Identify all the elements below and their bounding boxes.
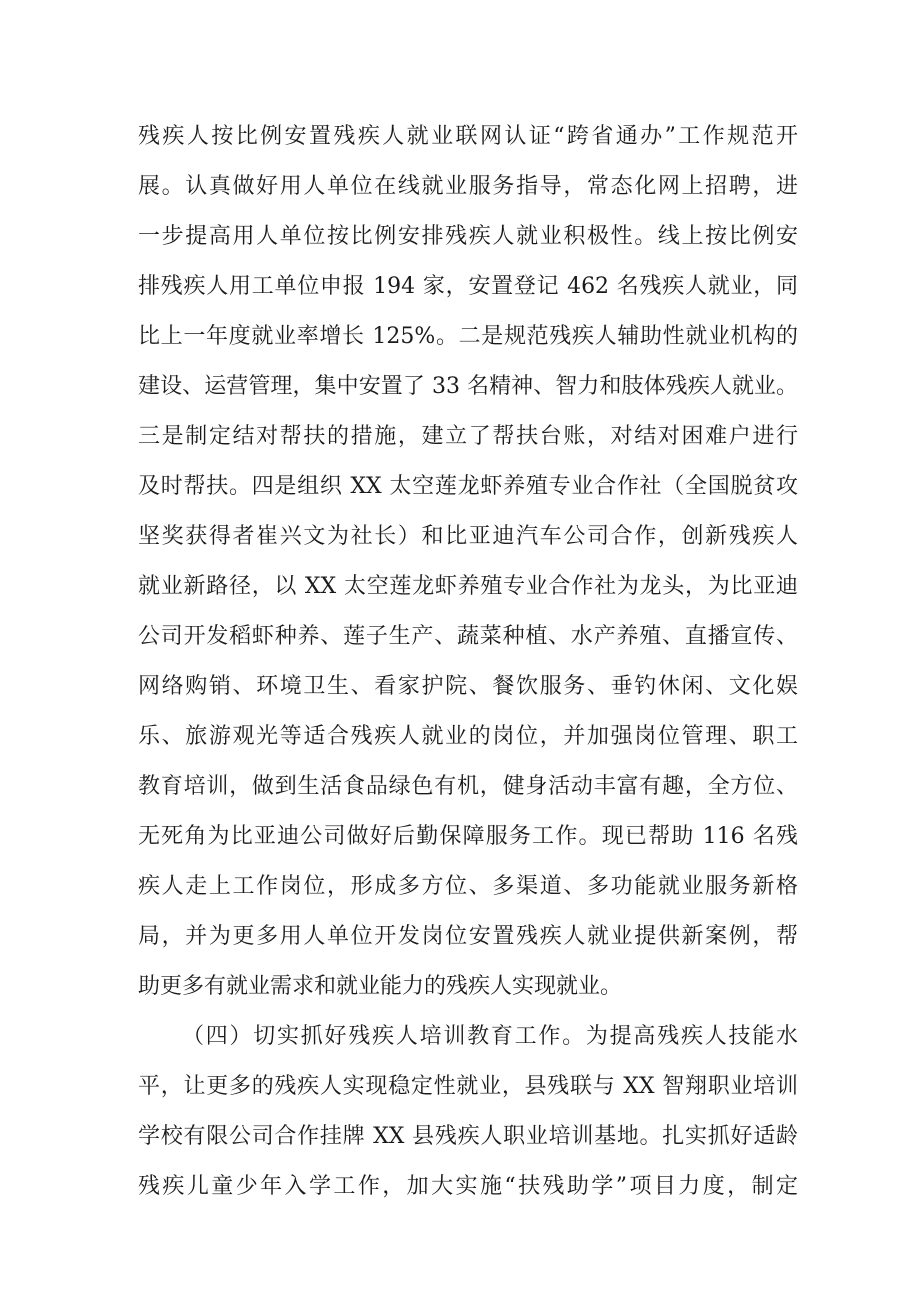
text-line: 建设、运营管理，集中安置了 33 名精神、智力和肢体残疾人就业。 bbox=[138, 374, 798, 399]
text-line: 排残疾人用工单位申报 194 家，安置登记 462 名残疾人就业，同 bbox=[138, 274, 798, 299]
text-line: 三是制定结对帮扶的措施，建立了帮扶台账，对结对困难户进行 bbox=[138, 424, 798, 449]
text-line: 展。认真做好用人单位在线就业服务指导，常态化网上招聘，进 bbox=[138, 174, 798, 199]
text-line: 平，让更多的残疾人实现稳定性就业，县残联与 XX 智翔职业培训 bbox=[138, 1074, 798, 1099]
text-line: 教育培训，做到生活食品绿色有机，健身活动丰富有趣，全方位、 bbox=[138, 774, 798, 799]
section-heading-line: （四）切实抓好残疾人培训教育工作。为提高残疾人技能水 bbox=[182, 1024, 798, 1049]
text-line: 疾人走上工作岗位，形成多方位、多渠道、多功能就业服务新格 bbox=[138, 874, 798, 899]
body-text bbox=[138, 112, 798, 1212]
text-line: 残疾儿童少年入学工作，加大实施“扶残助学”项目力度，制定 bbox=[138, 1174, 798, 1199]
text-line: 学校有限公司合作挂牌 XX 县残疾人职业培训基地。扎实抓好适龄 bbox=[138, 1124, 798, 1149]
paragraph-employment bbox=[138, 112, 798, 1012]
text-line: 无死角为比亚迪公司做好后勤保障服务工作。现已帮助 116 名残 bbox=[138, 824, 798, 849]
text-line: 局，并为更多用人单位开发岗位安置残疾人就业提供新案例，帮 bbox=[138, 924, 798, 949]
text-line: 就业新路径，以 XX 太空莲龙虾养殖专业合作社为龙头，为比亚迪 bbox=[138, 574, 798, 599]
text-line: 助更多有就业需求和就业能力的残疾人实现就业。 bbox=[138, 974, 623, 999]
text-line: 坚奖获得者崔兴文为社长）和比亚迪汽车公司合作，创新残疾人 bbox=[138, 524, 798, 549]
text-line: 公司开发稻虾种养、莲子生产、蔬菜种植、水产养殖、直播宣传、 bbox=[138, 624, 798, 649]
text-line: 乐、旅游观光等适合残疾人就业的岗位，并加强岗位管理、职工 bbox=[138, 724, 798, 749]
text-line: 比上一年度就业率增长 125%。二是规范残疾人辅助性就业机构的 bbox=[138, 324, 798, 349]
text-line: 残疾人按比例安置残疾人就业联网认证“跨省通办”工作规范开 bbox=[138, 124, 798, 149]
text-line: 网络购销、环境卫生、看家护院、餐饮服务、垂钓休闲、文化娱 bbox=[138, 674, 798, 699]
paragraph-training bbox=[138, 1012, 798, 1212]
text-line: 及时帮扶。四是组织 XX 太空莲龙虾养殖专业合作社（全国脱贫攻 bbox=[138, 474, 798, 499]
text-line: 一步提高用人单位按比例安排残疾人就业积极性。线上按比例安 bbox=[138, 224, 798, 249]
